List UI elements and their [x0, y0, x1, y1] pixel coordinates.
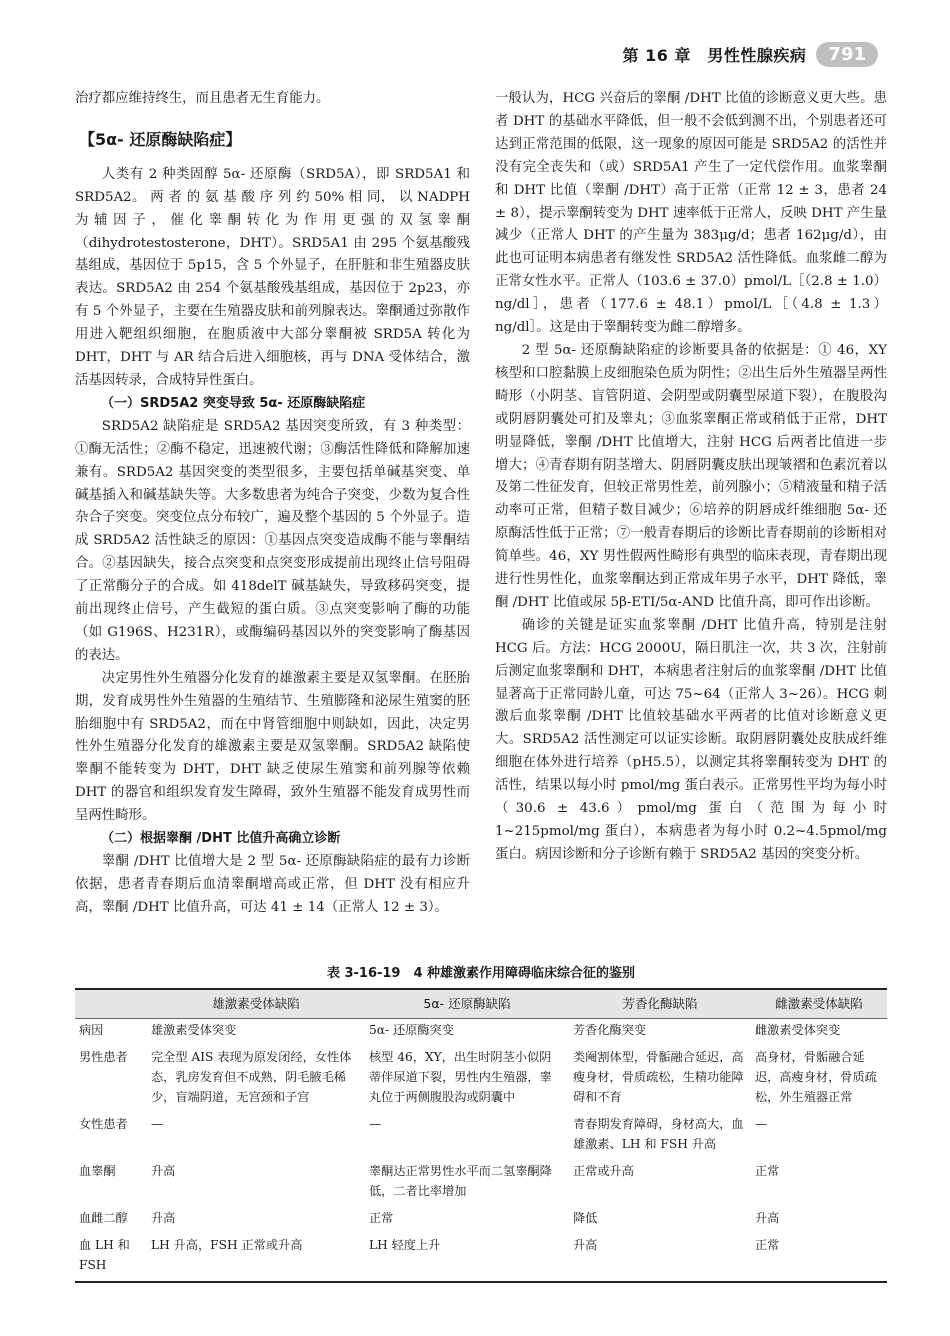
paragraph: 确诊的关键是证实血浆睾酮 /DHT 比值升高，特别是注射 HCG 后。方法：HCG 2000U，隔日肌注一次，共 3 次，注射前后测定血浆睾酮和 DHT，本病患者注射后的血浆睾酮 /DHT 比值显著高于正常同龄儿童，可达 75~64（正常人 3~26）。HCG 刺激后血浆睾酮 /DHT 比值较基础水平两者的比值对诊断意义更大。SRD5A2 活性测定可以证实诊断。取阴唇阴囊处皮肤成纤维细胞在体外进行培养（pH5.5），以测定其将睾酮转变为 DHT 的活性，结果以每小时 pmol/mg 蛋白表示。正常男性平均为每小时（30.6 ± 43.6）pmol/mg 蛋白（范围为每小时 1~215pmol/mg 蛋白），本病患者为每小时 0.2~4.5pmol/mg 蛋白。病因诊断和分子诊断有赖于 SRD5A2 基因的突变分析。	[495, 617, 887, 862]
table-cell: 高身材，骨骺融合延迟，高瘦身材，骨质疏松，外生殖器正常	[755, 1050, 877, 1104]
paragraph: 睾酮 /DHT 比值增大是 2 型 5α- 还原酶缺陷症的最有力诊断依据，患者青春期后血清睾酮增高或正常，但 DHT 没有相应升高，睾酮 /DHT 比值升高，可达 41 ± 14（正常人 12 ± 3）。	[75, 854, 470, 915]
table-row	[75, 1113, 887, 1160]
table-cell: 升高	[151, 1211, 176, 1225]
paragraph: 人类有 2 种类固醇 5α- 还原酶（SRD5A），即 SRD5A1 和 SRD5A2。 两 者 的 氨 基 酸 序 列 约 50% 相 同， 以 NADPH 为辅因子，催化睾酮转化为作用更强的双氢睾酮（dihydrotestosterone，DHT）。SRD5A1 由 295 个氨基酸残基组成，基因位于 5p15，含 5 个外显子，在肝脏和非生殖器皮肤表达。SRD5A2 由 254 个氨基酸残基组成，基因位于 2p23，亦有 5 个外显子，主要在生殖器皮肤和前列腺表达。睾酮通过弥散作用进入靶组织细胞，在胞质液中大部分睾酮被 SRD5A 转化为 DHT，DHT 与 AR 结合后进入细胞核，再与 DNA 受体结合，激活基因转录，合成特异性蛋白。	[75, 166, 470, 388]
table-cell: LH 升高，FSH 正常或升高	[147, 1234, 365, 1282]
row-label: 血睾酮	[79, 1164, 116, 1178]
section-heading: 【5α- 还原酶缺陷症】	[79, 129, 242, 149]
paragraph: 一般认为，HCG 兴奋后的睾酮 /DHT 比值的诊断意义更大些。患者 DHT 的基础水平降低，但一般不会低到测不出，个别患者还可达到正常范围的低限，这一现象的原因可能是 SRD5A2 的活性并没有完全丧失和（或）SRD5A1 产生了一定代偿作用。血浆睾酮和 DHT 比值（睾酮 /DHT）高于正常（正常 12 ± 3，患者 24 ± 8），提示睾酮转变为 DHT 速率低于正常人，反映 DHT 产生量减少（正常人 DHT 的产生量为 383μg/d；患者 162μg/d），由此也可证明本病患者有继发性 SRD5A2 活性降低。血浆雌二醇为正常女性水平。正常人（103.6 ± 37.0）pmol/L［（2.8 ± 1.0）ng/dl］，患者（177.6 ± 48.1）pmol/L［（4.8 ± 1.3）ng/dl］。这是由于睾酮转变为雌二醇增多。	[495, 91, 887, 336]
table-cell: 正常	[369, 1211, 394, 1225]
right-column	[495, 88, 887, 867]
chapter-title: 第 16 章 男性性腺疾病	[622, 45, 807, 65]
table-cell: 正常	[755, 1164, 780, 1178]
subsection-heading: （二）根据睾酮 /DHT 比值升高确立诊断	[101, 831, 341, 847]
header-cell	[75, 989, 147, 1019]
table-cell: 芳香化酶突变	[573, 1023, 647, 1037]
table-cell: 升高	[151, 1164, 176, 1178]
table-cell: 完全型 AIS 表现为原发闭经，女性体态，乳房发育但不成熟，阴毛腋毛稀少，盲端阴道，无宫颈和子宫	[151, 1050, 352, 1104]
table-cell: 升高	[755, 1211, 780, 1225]
paragraph: 2 型 5α- 还原酶缺陷症的诊断要具备的依据是：① 46，XY 核型和口腔黏膜上皮细胞染色质为阴性；②出生后外生殖器呈两性畸形（小阴茎、盲管阴道、会阴型或阴囊型尿道下裂），在腹股沟或阴唇阴囊处可扪及睾丸；③血浆睾酮正常或稍低于正常，DHT 明显降低，睾酮 /DHT 比值增大，注射 HCG 后两者比值进一步增大；④青春期有阴茎增大、阴唇阴囊皮肤出现皱褶和色素沉着以及第二性征发育，但较正常男性差，前列腺小；⑤精液量和精子活动率可正常，但精子数目减少；⑥培养的阴唇成纤维细胞 5α- 还原酶活性低于正常；⑦一般青春期后的诊断比青春期前的诊断相对简单些。46，XY 男性假两性畸形有典型的临床表现，青春期出现进行性男性化，血浆睾酮达到正常成年男子水平，DHT 降低，睾酮 /DHT 比值或尿 5β-ETI/5α-AND 比值升高，即可作出诊断。	[495, 342, 887, 610]
table-cell: 雄激素受体突变	[151, 1023, 237, 1037]
row-label: 血 LH 和 FSH	[75, 1234, 147, 1282]
row-label: 血雌二醇	[79, 1211, 128, 1225]
table-cell: 核型 46，XY，出生时阴茎小似阴蒂伴尿道下裂，男性内生殖器，睾丸位于两侧腹股沟或阴囊中	[369, 1050, 552, 1104]
table-cell: —	[151, 1117, 164, 1131]
subsection-heading: （一）SRD5A2 突变导致 5α- 还原酶缺陷症	[101, 395, 366, 411]
paragraph: 治疗都应维持终生，而且患者无生育能力。	[75, 91, 330, 106]
row-label: 病因	[79, 1023, 104, 1037]
table-caption: 表 3-16-19 4 种雄激素作用障碍临床综合征的鉴别	[326, 966, 636, 981]
header-cell: 雄激素受体缺陷	[147, 989, 365, 1019]
table-row	[75, 1046, 887, 1113]
page-header	[623, 38, 879, 70]
header-cell: 芳香化酶缺陷	[569, 989, 751, 1019]
table-cell: —	[369, 1117, 382, 1131]
table-header-row	[75, 989, 887, 1019]
row-label: 女性患者	[79, 1117, 128, 1131]
header-cell: 雌激素受体缺陷	[751, 989, 887, 1019]
table-cell: —	[755, 1117, 768, 1131]
header-cell: 5α- 还原酶缺陷	[365, 989, 569, 1019]
table-cell: 雌激素受体突变	[755, 1023, 841, 1037]
table-row	[75, 1019, 887, 1047]
table-cell: 青春期发育障碍，身材高大，血雄激素、LH 和 FSH 升高	[573, 1117, 744, 1151]
table-cell: 降低	[573, 1211, 598, 1225]
page-number-badge: 791	[816, 42, 878, 67]
table-cell: 升高	[569, 1234, 751, 1282]
table-row	[75, 1234, 887, 1282]
paragraph: SRD5A2 缺陷症是 SRD5A2 基因突变所致，有 3 种类型：①酶无活性；②酶不稳定，迅速被代谢；③酶活性降低和降解加速兼有。SRD5A2 基因突变的类型很多，主要包括单碱基突变、单碱基插入和碱基缺失等。大多数患者为纯合子突变，少数为复合性杂合子突变。突变位点分布较广，遍及整个基因的 5 个外显子。造成 SRD5A2 活性缺乏的原因：①基因点突变造成酶不能与睾酮结合。②基因缺失，接合点突变和点突变形成提前出现终止信号阻碍了正常酶分子的合成。如 418delT 碱基缺失，导致移码突变，提前出现终止信号，产生截短的蛋白质。③点突变影响了酶的功能（如 G196S、H231R），或酶编码基因以外的突变影响了酶基因的表达。	[75, 418, 470, 663]
table-row	[75, 1160, 887, 1207]
left-column	[75, 88, 470, 920]
differential-table	[75, 988, 887, 1283]
table-cell: 5α- 还原酶突变	[369, 1023, 454, 1037]
table-cell: LH 轻度上升	[365, 1234, 569, 1282]
paragraph: 决定男性外生殖器分化发育的雄激素主要是双氢睾酮。在胚胎期，发育成男性外生殖器的生殖结节、生殖膨隆和泌尿生殖窦的胚胎细胞中有 SRD5A2，而在中肾管细胞中则缺如，因此，决定男性外生殖器分化发育的雄激素主要是双氢睾酮。SRD5A2 缺陷使睾酮不能转变为 DHT，DHT 缺乏使尿生殖窦和前列腺等依赖 DHT 的器官和组织发育发生障碍，致外生殖器不能发育成男性而呈两性畸形。	[75, 670, 470, 824]
table-row	[75, 1207, 887, 1234]
table-cell: 正常	[751, 1234, 887, 1282]
table-cell: 睾酮达正常男性水平而二氢睾酮降低，二者比率增加	[369, 1164, 552, 1198]
table-cell: 正常或升高	[573, 1164, 634, 1178]
row-label: 男性患者	[79, 1050, 128, 1064]
table-cell: 类阉割体型，骨骺融合延迟，高瘦身材，骨质疏松，生精功能障碍和不育	[573, 1050, 744, 1104]
